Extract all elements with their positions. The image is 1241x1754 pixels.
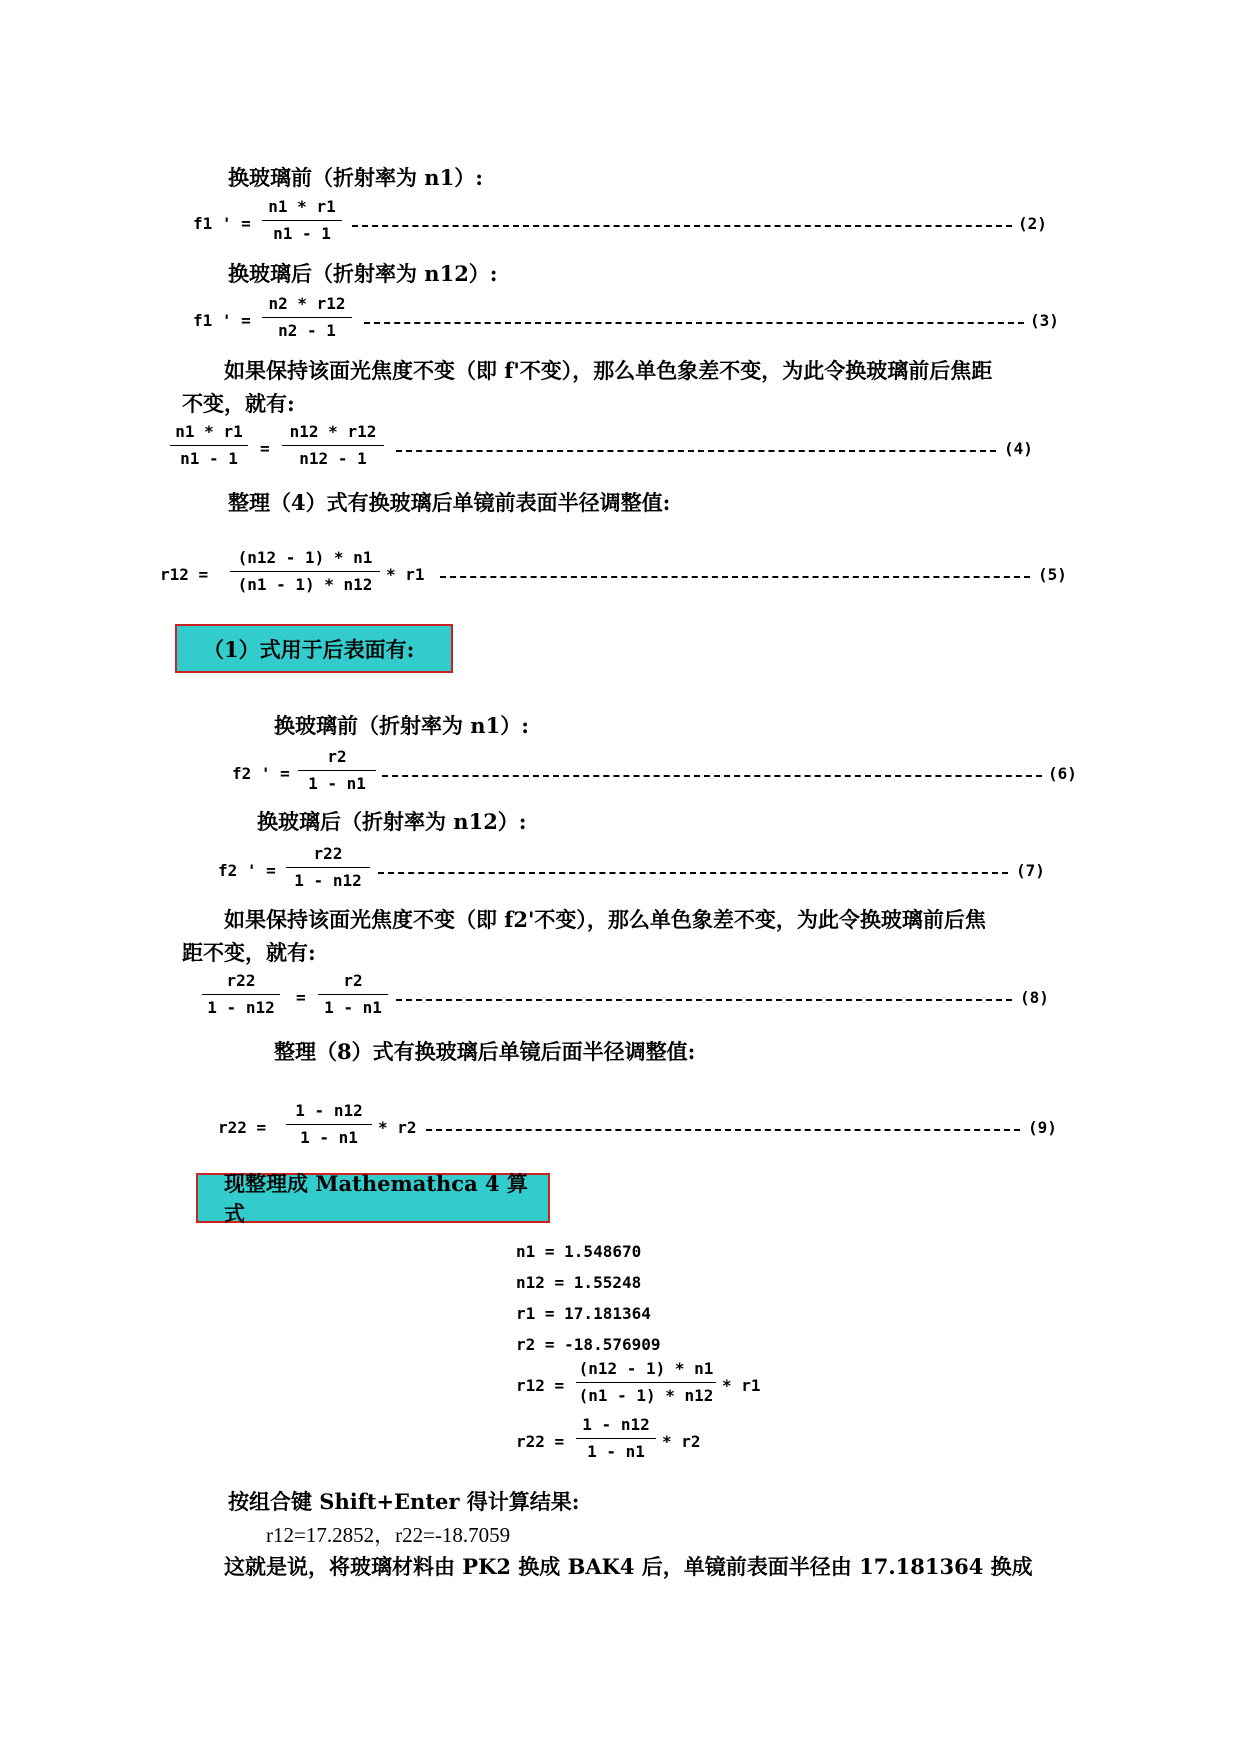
assign-r12-lhs: r12 = <box>516 1376 565 1395</box>
eq7-fraction <box>286 843 370 892</box>
eq4-right-fraction <box>282 421 384 470</box>
eq3-denominator: n2 - 1 <box>278 321 336 340</box>
fraction-bar <box>282 445 384 446</box>
eq4-left-fraction <box>170 421 248 470</box>
dash-leader <box>396 450 996 452</box>
eq3-fraction <box>262 293 352 342</box>
eq6-lhs: f2 ' = <box>232 764 290 783</box>
eq9-number: (9) <box>1028 1118 1057 1137</box>
eq4-left-denominator: n1 - 1 <box>180 449 238 468</box>
eq7-denominator: 1 - n12 <box>294 871 362 890</box>
fraction-bar <box>318 994 388 995</box>
after-glass-label-2: 换玻璃后（折射率为 n12）: <box>257 809 527 834</box>
eq8-equals: = <box>296 988 306 1007</box>
fraction-bar <box>230 571 380 572</box>
assign-r12-rhs: * r1 <box>722 1376 761 1395</box>
eq6-number: (6) <box>1048 764 1077 783</box>
eq8-right-fraction <box>318 970 388 1019</box>
dash-leader <box>364 322 1024 324</box>
eq5-numerator: (n12 - 1) * n1 <box>237 548 373 567</box>
eq9-lhs: r22 = <box>218 1118 267 1137</box>
eq9-fraction <box>286 1100 372 1149</box>
eq6-numerator: r2 <box>327 747 347 766</box>
assign-r12-numerator: (n12 - 1) * n1 <box>578 1359 714 1378</box>
eq5-number: (5) <box>1038 565 1067 584</box>
assign-r22-numerator: 1 - n12 <box>582 1415 650 1434</box>
assign-r22-lhs: r22 = <box>516 1432 565 1451</box>
eq5-rhs: * r1 <box>386 565 425 584</box>
dash-leader <box>382 775 1042 777</box>
rearrange-label-1: 整理（4）式有换玻璃后单镜前表面半径调整值: <box>228 490 671 515</box>
paragraph-line-2: 不变，就有: <box>182 391 295 416</box>
eq7-numerator: r22 <box>313 844 343 863</box>
eq4-equals: = <box>260 439 270 458</box>
paragraph-line-4: 距不变，就有: <box>182 940 316 965</box>
eq2-denominator: n1 - 1 <box>273 224 331 243</box>
result-values: r12=17.2852，r22=-18.7059 <box>266 1523 511 1547</box>
eq7-lhs: f2 ' = <box>218 861 276 880</box>
eq5-fraction <box>230 547 380 596</box>
fraction-bar <box>286 867 370 868</box>
eq4-number: (4) <box>1004 439 1033 458</box>
section-header-box-rear-surface: （1）式用于后表面有: <box>175 624 453 673</box>
assign-r22-rhs: * r2 <box>662 1432 701 1451</box>
eq3-lhs: f1 ' = <box>193 311 251 330</box>
before-glass-label-2: 换玻璃前（折射率为 n1）: <box>274 713 529 738</box>
eq7-number: (7) <box>1016 861 1045 880</box>
fraction-bar <box>170 445 248 446</box>
assign-r1: r1 = 17.181364 <box>516 1304 651 1323</box>
fraction-bar <box>298 770 376 771</box>
eq4-left-numerator: n1 * r1 <box>175 422 243 441</box>
eq8-right-denominator: 1 - n1 <box>324 998 382 1017</box>
shift-enter-instruction: 按组合键 Shift+Enter 得计算结果: <box>228 1489 580 1514</box>
eq9-rhs: * r2 <box>378 1118 417 1137</box>
assign-r2: r2 = -18.576909 <box>516 1335 661 1354</box>
dash-leader <box>396 999 1012 1001</box>
eq2-fraction <box>262 196 342 245</box>
eq6-fraction <box>298 746 376 795</box>
conclusion-text: 这就是说，将玻璃材料由 PK2 换成 BAK4 后，单镜前表面半径由 17.181364 换成 <box>224 1554 1033 1579</box>
fraction-bar <box>262 220 342 221</box>
eq8-left-denominator: 1 - n12 <box>207 998 275 1017</box>
fraction-bar <box>576 1438 656 1439</box>
fraction-bar <box>576 1382 716 1383</box>
eq8-left-fraction <box>202 970 280 1019</box>
eq4-right-numerator: n12 * r12 <box>289 422 377 441</box>
paragraph-line-3: 如果保持该面光焦度不变（即 f2'不变），那么单色象差不变，为此令换玻璃前后焦 <box>224 907 986 932</box>
before-glass-label-1: 换玻璃前（折射率为 n1）: <box>228 165 483 190</box>
eq9-numerator: 1 - n12 <box>295 1101 363 1120</box>
eq3-number: (3) <box>1030 311 1059 330</box>
assign-n12: n12 = 1.55248 <box>516 1273 642 1292</box>
eq9-denominator: 1 - n1 <box>300 1128 358 1147</box>
dash-leader <box>352 225 1012 227</box>
dash-leader <box>378 872 1008 874</box>
assign-r22-fraction <box>576 1414 656 1463</box>
eq2-lhs: f1 ' = <box>193 214 251 233</box>
eq4-right-denominator: n12 - 1 <box>299 449 367 468</box>
dash-leader <box>426 1129 1020 1131</box>
eq6-denominator: 1 - n1 <box>308 774 366 793</box>
eq5-denominator: (n1 - 1) * n12 <box>237 575 373 594</box>
eq3-numerator: n2 * r12 <box>268 294 346 313</box>
assign-r22-denominator: 1 - n1 <box>587 1442 645 1461</box>
fraction-bar <box>202 994 280 995</box>
section-header-box-mathematica: 现整理成 Mathemathca 4 算式 <box>196 1173 550 1223</box>
fraction-bar <box>262 317 352 318</box>
fraction-bar <box>286 1124 372 1125</box>
eq8-number: (8) <box>1020 988 1049 1007</box>
assign-r12-denominator: (n1 - 1) * n12 <box>578 1386 714 1405</box>
rearrange-label-2: 整理（8）式有换玻璃后单镜后面半径调整值: <box>274 1039 696 1064</box>
paragraph-line-1: 如果保持该面光焦度不变（即 f'不变），那么单色象差不变，为此令换玻璃前后焦距 <box>224 358 993 383</box>
eq5-lhs: r12 = <box>160 565 209 584</box>
eq8-right-numerator: r2 <box>343 971 363 990</box>
assign-n1: n1 = 1.548670 <box>516 1242 642 1261</box>
dash-leader <box>440 576 1030 578</box>
after-glass-label-1: 换玻璃后（折射率为 n12）: <box>228 261 498 286</box>
assign-r12-fraction <box>576 1358 716 1407</box>
eq8-left-numerator: r22 <box>226 971 256 990</box>
eq2-number: (2) <box>1018 214 1047 233</box>
eq2-numerator: n1 * r1 <box>268 197 336 216</box>
